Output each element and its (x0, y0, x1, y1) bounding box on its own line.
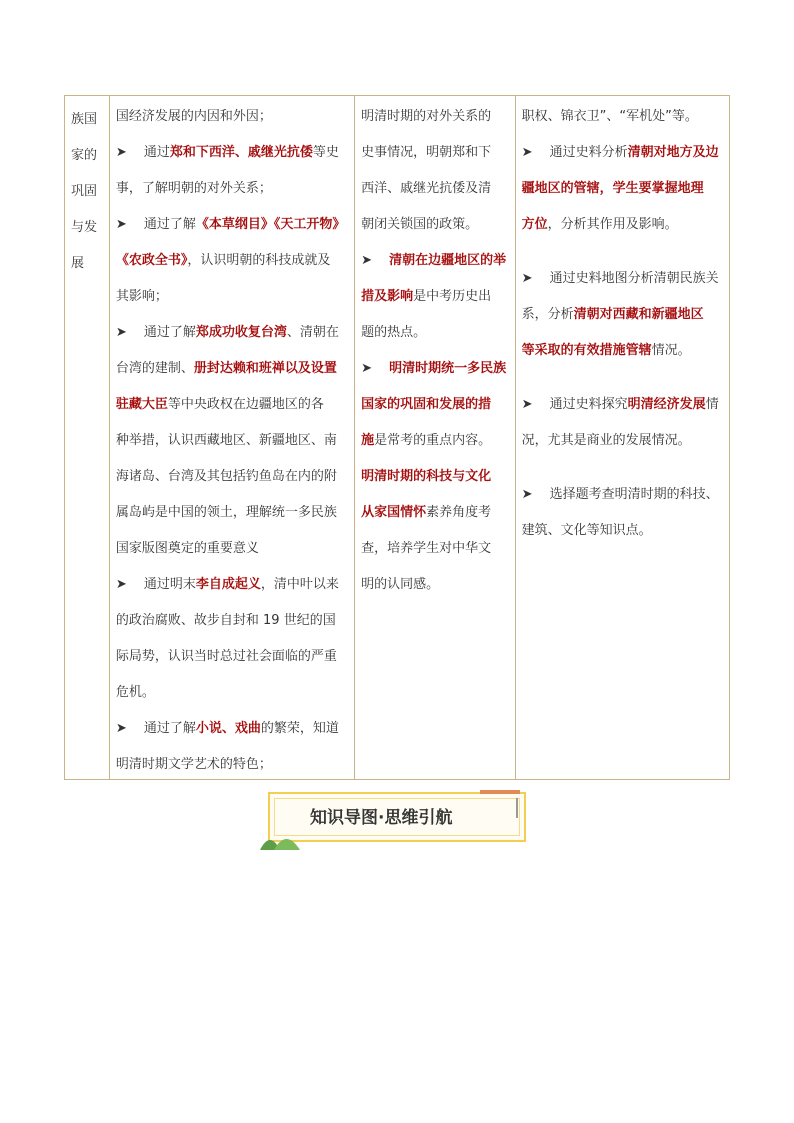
body-text: 通过了解 (143, 217, 196, 232)
body-text: 海诸岛、台湾及其包括钓鱼岛在内的附 (115, 469, 337, 484)
body-text: 史事情况，明朝郑和下 (361, 145, 492, 160)
body-text: 其影响； (115, 289, 168, 304)
body-text: 等中央政权在边疆地区的各 (167, 397, 324, 412)
text-line (116, 531, 350, 567)
bullet-arrow-icon: ➤ (361, 253, 373, 268)
highlight-text: 明清时期的科技与文化 (361, 469, 492, 484)
text-line (116, 675, 350, 711)
bullet-arrow-icon: ➤ (115, 217, 127, 232)
text-line (116, 603, 350, 639)
body-text: 台湾的建制、 (115, 361, 194, 376)
body-text: 明的认同感。 (361, 577, 440, 592)
body-text: ，分析其作用及影响。 (547, 217, 678, 232)
paragraph-gap (522, 459, 725, 477)
bullet-arrow-icon: ➤ (115, 577, 127, 592)
paragraph-gap (522, 243, 725, 261)
text-line (522, 387, 725, 423)
text-line (116, 315, 350, 351)
body-text: 通过 (143, 145, 170, 160)
text-line (116, 207, 350, 243)
text-line (361, 279, 511, 315)
banner-accent-line (480, 790, 520, 794)
text-line (116, 747, 350, 779)
highlight-text: 《本草纲目》《天工开物》 (195, 217, 346, 232)
body-text: 明清时期的对外关系的 (361, 109, 492, 124)
body-text: 朝闭关锁国的政策。 (361, 217, 479, 232)
text-line (361, 423, 511, 459)
text-line (361, 135, 511, 171)
highlight-text: 郑成功收复台湾 (195, 325, 287, 340)
body-text: 职权、锦衣卫”、“军机处”等。 (521, 109, 698, 124)
banner-title: 知识导图·思维引航 (310, 808, 453, 828)
text-line (361, 351, 511, 387)
highlight-text: 清朝对西藏和新疆地区 (573, 307, 704, 322)
body-text: 明清时期文学艺术的特色； (115, 757, 272, 772)
text-line (522, 99, 725, 135)
topic-text-line: 巩固 (71, 184, 98, 199)
highlight-text: 措及影响 (361, 289, 414, 304)
topic-text-line: 与发 (71, 220, 98, 235)
text-line (116, 171, 350, 207)
text-line (522, 207, 725, 243)
body-text: 选择题考查明清时期的科技、 (549, 487, 719, 502)
body-text: 通过史料探究 (549, 397, 628, 412)
text-line (522, 297, 725, 333)
topic-text-line: 展 (71, 256, 85, 271)
text-line (361, 315, 511, 351)
section-banner (258, 790, 534, 852)
highlight-text: 国家的巩固和发展的措 (361, 397, 492, 412)
text-line (361, 567, 511, 603)
body-text: 是中考历史出 (413, 289, 492, 304)
content-requirements-column (110, 96, 355, 779)
highlight-text: 明清经济发展 (627, 397, 706, 412)
paragraph-gap (522, 369, 725, 387)
highlight-text: 明清时期统一多民族 (389, 361, 507, 376)
body-text: 系，分析 (521, 307, 574, 322)
exam-analysis-column (355, 96, 516, 779)
text-line (116, 459, 350, 495)
body-text: 种举措，认识西藏地区、新疆地区、南 (115, 433, 337, 448)
text-line (361, 387, 511, 423)
highlight-text: 册封达赖和班禅以及设置 (193, 361, 337, 376)
text-line (116, 711, 350, 747)
body-text: ，清中叶以来 (260, 577, 339, 592)
bullet-arrow-icon: ➤ (521, 397, 533, 412)
body-text: 、清朝在 (286, 325, 339, 340)
bullet-arrow-icon: ➤ (115, 325, 127, 340)
body-text: 情况。 (651, 343, 691, 358)
highlight-text: 《农政全书》 (115, 253, 188, 268)
body-text: 题的热点。 (361, 325, 427, 340)
text-line (522, 333, 725, 369)
curriculum-table (64, 95, 730, 780)
mountain-icon (258, 826, 306, 850)
body-text: 建筑、文化等知识点。 (521, 523, 652, 538)
text-line (116, 423, 350, 459)
text-line (361, 495, 511, 531)
bullet-arrow-icon: ➤ (115, 145, 127, 160)
highlight-text: 郑和下西洋、戚继光抗倭 (169, 145, 313, 160)
key-skills-column (516, 96, 729, 779)
bullet-arrow-icon: ➤ (521, 271, 533, 286)
highlight-text: 李自成起义 (195, 577, 261, 592)
highlight-text: 清朝对地方及边 (627, 145, 719, 160)
highlight-text: 驻藏大臣 (115, 397, 168, 412)
highlight-text: 等采取的有效措施管辖 (521, 343, 652, 358)
body-text: 查，培养学生对中华文 (361, 541, 492, 556)
body-text: 素养角度考 (426, 505, 492, 520)
banner-accent-tick (516, 798, 518, 818)
text-line (116, 135, 350, 171)
body-text: 是常考的重点内容。 (374, 433, 492, 448)
highlight-text: 施 (361, 433, 375, 448)
body-text: 的政治腐败、故步自封和 19 世纪的国 (115, 613, 336, 628)
text-line (116, 387, 350, 423)
body-text: 通过明末 (143, 577, 196, 592)
highlight-text: 小说、戏曲 (195, 721, 261, 736)
text-line (361, 171, 511, 207)
body-text: 事，了解明朝的对外关系； (115, 181, 272, 196)
body-text: 国家版图奠定的重要意义 (115, 541, 259, 556)
body-text: 通过史料地图分析清朝民族关 (549, 271, 719, 286)
text-line (116, 99, 350, 135)
body-text: 通过了解 (143, 325, 196, 340)
bullet-arrow-icon: ➤ (521, 487, 533, 502)
topic-text-line: 家的 (71, 148, 98, 163)
text-line (522, 513, 725, 549)
body-text: 况，尤其是商业的发展情况。 (521, 433, 691, 448)
text-line (116, 639, 350, 675)
text-line (116, 567, 350, 603)
highlight-text: 疆地区的管辖，学生要掌握地理 (521, 181, 704, 196)
text-line (116, 495, 350, 531)
body-text: 西洋、戚继光抗倭及清 (361, 181, 492, 196)
text-line (522, 135, 725, 171)
text-line (522, 477, 725, 513)
body-text: 等史 (312, 145, 339, 160)
bullet-arrow-icon: ➤ (361, 361, 373, 376)
text-line (116, 351, 350, 387)
body-text: 通过了解 (143, 721, 196, 736)
body-text: 际局势，认识当时总过社会面临的严重 (115, 649, 337, 664)
body-text: 的繁荣，知道 (260, 721, 339, 736)
text-line (522, 423, 725, 459)
text-line (522, 261, 725, 297)
text-line (361, 459, 511, 495)
text-line (361, 99, 511, 135)
bullet-arrow-icon: ➤ (115, 721, 127, 736)
text-line (361, 243, 511, 279)
topic-text-line: 族国 (71, 112, 98, 127)
text-line (361, 207, 511, 243)
text-line (522, 171, 725, 207)
topic-column (65, 96, 110, 779)
body-text: 属岛屿是中国的领土，理解统一多民族 (115, 505, 337, 520)
body-text: 通过史料分析 (549, 145, 628, 160)
highlight-text: 从家国情怀 (361, 505, 427, 520)
bullet-arrow-icon: ➤ (521, 145, 533, 160)
highlight-text: 清朝在边疆地区的举 (389, 253, 507, 268)
body-text: ，认识明朝的科技成就及 (187, 253, 331, 268)
body-text: 国经济发展的内因和外因； (115, 109, 272, 124)
highlight-text: 方位 (521, 217, 548, 232)
text-line (116, 279, 350, 315)
body-text: 情 (705, 397, 719, 412)
text-line (116, 243, 350, 279)
text-line (361, 531, 511, 567)
body-text: 危机。 (115, 685, 155, 700)
